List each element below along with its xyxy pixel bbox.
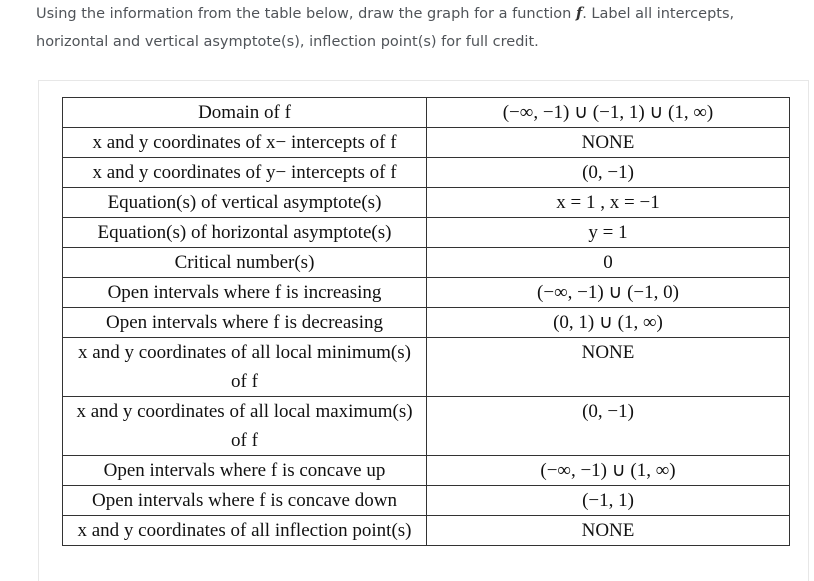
row-label: Equation(s) of vertical asymptote(s) [63, 188, 427, 218]
function-properties-table [62, 97, 790, 546]
row-value: (−1, 1) [427, 486, 790, 516]
table-row [63, 128, 790, 158]
table-row [63, 516, 790, 546]
row-label: Critical number(s) [63, 248, 427, 278]
row-value: x = 1 , x = −1 [427, 188, 790, 218]
row-label: x and y coordinates of all local maximum(s) of f [63, 397, 427, 456]
table-row [63, 218, 790, 248]
row-label: Domain of f [63, 98, 427, 128]
row-value: NONE [427, 338, 790, 397]
question-prefix: Using the information from the table below, draw the graph for a function [36, 6, 576, 22]
row-label: x and y coordinates of x− intercepts of f [63, 128, 427, 158]
question-text [36, 0, 796, 56]
row-value: (0, −1) [427, 158, 790, 188]
row-value: (0, 1) ∪ (1, ∞) [427, 308, 790, 338]
row-label: Open intervals where f is concave down [63, 486, 427, 516]
table-row [63, 158, 790, 188]
row-label: x and y coordinates of all inflection point(s) [63, 516, 427, 546]
row-label: Open intervals where f is concave up [63, 456, 427, 486]
row-value: (−∞, −1) ∪ (−1, 0) [427, 278, 790, 308]
question-suffix: . Label all intercepts, horizontal and vertical asymptote(s), inflection point(s) for full credit. [36, 6, 735, 50]
row-label: Equation(s) of horizontal asymptote(s) [63, 218, 427, 248]
row-value: 0 [427, 248, 790, 278]
row-value: (−∞, −1) ∪ (1, ∞) [427, 456, 790, 486]
table-row [63, 308, 790, 338]
table-row [63, 486, 790, 516]
table-row [63, 248, 790, 278]
row-value: (0, −1) [427, 397, 790, 456]
table-row [63, 397, 790, 456]
row-value: NONE [427, 128, 790, 158]
row-label: x and y coordinates of y− intercepts of f [63, 158, 427, 188]
table-row [63, 456, 790, 486]
table-row [63, 98, 790, 128]
row-label: Open intervals where f is increasing [63, 278, 427, 308]
row-label: x and y coordinates of all local minimum(s) of f [63, 338, 427, 397]
row-value: (−∞, −1) ∪ (−1, 1) ∪ (1, ∞) [427, 98, 790, 128]
row-value: y = 1 [427, 218, 790, 248]
row-value: NONE [427, 516, 790, 546]
table-row [63, 278, 790, 308]
function-variable: f [575, 5, 583, 22]
row-label: Open intervals where f is decreasing [63, 308, 427, 338]
table-row [63, 188, 790, 218]
table-row [63, 338, 790, 397]
